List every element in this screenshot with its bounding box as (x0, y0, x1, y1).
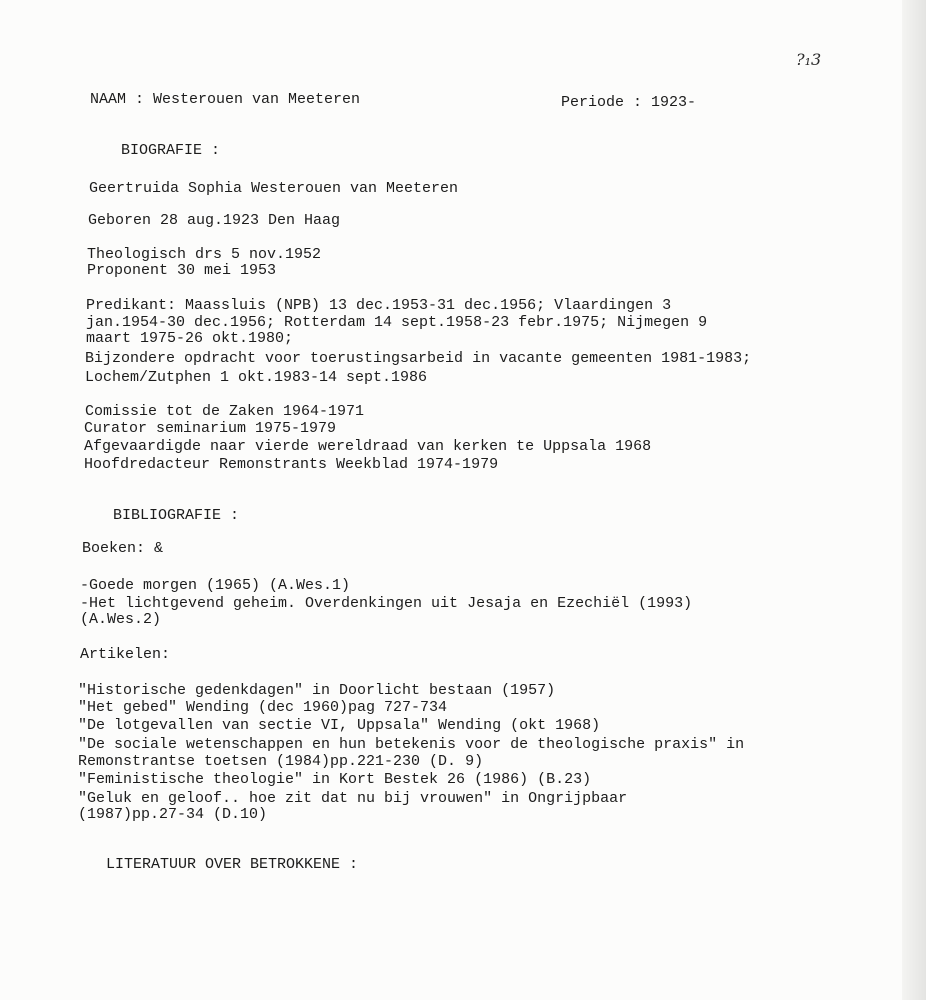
functie-line: Afgevaardigde naar vierde wereldraad van kerken te Uppsala 1968 (84, 438, 652, 455)
predikant-line: Predikant: Maassluis (NPB) 13 dec.1953-31 dec.1956; Vlaardingen 3 (86, 297, 672, 314)
boek-item: -Goede morgen (1965) (A.Wes.1) (80, 577, 351, 594)
periode-line: Periode : 1923- (561, 94, 697, 111)
bibliografie-heading: BIBLIOGRAFIE : (113, 507, 240, 524)
page-edge-shadow (902, 0, 926, 1000)
functie-line: Curator seminarium 1975-1979 (84, 420, 337, 437)
boeken-label: Boeken: & (82, 540, 164, 557)
artikel-item: "Geluk en geloof.. hoe zit dat nu bij vrouwen" in Ongrijpbaar (78, 790, 628, 807)
naam-line: NAAM : Westerouen van Meeteren (90, 91, 361, 108)
handwritten-note: ?₁3 (796, 50, 822, 69)
geboren-line: Geboren 28 aug.1923 Den Haag (88, 212, 341, 229)
boek-item: (A.Wes.2) (80, 611, 162, 628)
literatuur-heading: LITERATUUR OVER BETROKKENE : (106, 856, 359, 873)
predikant-line: Bijzondere opdracht voor toerustingsarbeid in vacante gemeenten 1981-1983; (85, 350, 752, 367)
artikel-item: "Het gebed" Wending (dec 1960)pag 727-734 (78, 699, 448, 716)
functie-line: Hoofdredacteur Remonstrants Weekblad 1974-1979 (84, 456, 499, 473)
artikel-item: "Historische gedenkdagen" in Doorlicht bestaan (1957) (78, 682, 556, 699)
artikel-item: (1987)pp.27-34 (D.10) (78, 806, 268, 823)
artikel-item: Remonstrantse toetsen (1984)pp.221-230 (D. 9) (78, 753, 484, 770)
boek-item: -Het lichtgevend geheim. Overdenkingen uit Jesaja en Ezechiël (1993) (80, 595, 693, 612)
artikel-item: "Feministische theologie" in Kort Bestek 26 (1986) (B.23) (78, 771, 592, 788)
artikelen-label: Artikelen: (80, 646, 171, 663)
predikant-line: maart 1975-26 okt.1980; (86, 330, 294, 347)
predikant-line: jan.1954-30 dec.1956; Rotterdam 14 sept.1958-23 febr.1975; Nijmegen 9 (86, 314, 708, 331)
artikel-item: "De sociale wetenschappen en hun betekenis voor de theologische praxis" in (78, 736, 745, 753)
biografie-heading: BIOGRAFIE : (121, 142, 221, 159)
full-name: Geertruida Sophia Westerouen van Meeteren (89, 180, 459, 197)
predikant-line: Lochem/Zutphen 1 okt.1983-14 sept.1986 (85, 369, 428, 386)
functie-line: Comissie tot de Zaken 1964-1971 (85, 403, 365, 420)
proponent-line: Proponent 30 mei 1953 (87, 262, 277, 279)
artikel-item: "De lotgevallen van sectie VI, Uppsala" Wending (okt 1968) (78, 717, 601, 734)
theologisch-line: Theologisch drs 5 nov.1952 (87, 246, 322, 263)
